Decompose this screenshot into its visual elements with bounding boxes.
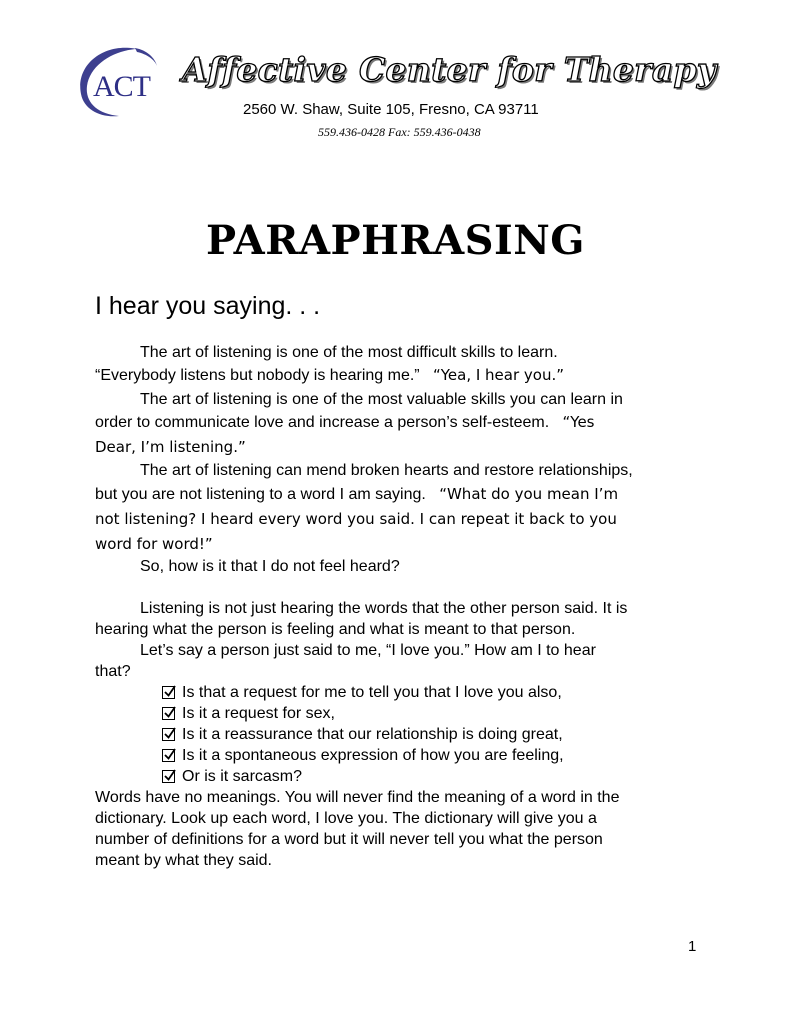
para7-line1: Words have no meanings. You will never find the meaning of a word in the bbox=[95, 789, 620, 806]
page-number: 1 bbox=[688, 938, 697, 955]
checklist-item-label: Or is it sarcasm? bbox=[182, 768, 303, 785]
act-logo bbox=[75, 44, 163, 120]
para2-line3: Dear, I’m listening.” bbox=[95, 438, 246, 456]
checklist-item-label: Is it a reassurance that our relationship is doing great, bbox=[182, 726, 563, 743]
checklist-item bbox=[162, 704, 335, 723]
para2-text: order to communicate love and increase a person’s self-esteem. bbox=[95, 414, 550, 431]
para2-line1: The art of listening is one of the most valuable skills you can learn in bbox=[140, 391, 623, 408]
checked-box-icon bbox=[162, 749, 175, 762]
para1-quote-text: “Everybody listens but nobody is hearing me.” bbox=[95, 367, 420, 384]
para3-line3: not listening? I heard every word you said. I can repeat it back to you bbox=[95, 510, 617, 528]
phone-fax: 559.436-0428 Fax: 559.436-0438 bbox=[318, 125, 481, 139]
checklist-item bbox=[162, 767, 302, 786]
para5-line2: hearing what the person is feeling and what is meant to that person. bbox=[95, 621, 576, 638]
checked-box-icon bbox=[162, 707, 175, 720]
para1-line1: The art of listening is one of the most difficult skills to learn. bbox=[140, 344, 558, 361]
organization-name: Affective Center for Therapy bbox=[182, 50, 717, 89]
para5-line1: Listening is not just hearing the words that the other person said. It is bbox=[140, 600, 628, 617]
checklist-item-label: Is it a request for sex, bbox=[182, 705, 335, 722]
logo-text: ACT bbox=[93, 70, 150, 103]
para3-line4: word for word!” bbox=[95, 535, 213, 553]
para6-line1: Let’s say a person just said to me, “I love you.” How am I to hear bbox=[140, 642, 596, 659]
checklist-item-label: Is it a spontaneous expression of how you are feeling, bbox=[182, 747, 564, 764]
para7-line4: meant by what they said. bbox=[95, 852, 272, 869]
checklist-item bbox=[162, 683, 562, 702]
para3-response: “What do you mean I’m bbox=[439, 485, 619, 503]
subtitle: I hear you saying. . . bbox=[95, 292, 321, 320]
checklist-item bbox=[162, 725, 563, 744]
checklist-item-label: Is that a request for me to tell you that I love you also, bbox=[182, 684, 562, 701]
checklist-item bbox=[162, 746, 564, 765]
para3-line2 bbox=[95, 485, 618, 504]
page-title: PARAPHRASING bbox=[206, 217, 585, 264]
para2-line2 bbox=[95, 413, 595, 432]
para6-line2: that? bbox=[95, 663, 131, 680]
para1-line2 bbox=[95, 366, 564, 385]
checked-box-icon bbox=[162, 728, 175, 741]
para4-line1: So, how is it that I do not feel heard? bbox=[140, 558, 400, 575]
para1-response: “Yea, I hear you.” bbox=[432, 366, 565, 384]
para7-line3: number of definitions for a word but it will never tell you what the person bbox=[95, 831, 603, 848]
address: 2560 W. Shaw, Suite 105, Fresno, CA 93711 bbox=[243, 101, 539, 118]
checked-box-icon bbox=[162, 686, 175, 699]
para3-line1: The art of listening can mend broken hearts and restore relationships, bbox=[140, 462, 633, 479]
para7-line2: dictionary. Look up each word, I love you. The dictionary will give you a bbox=[95, 810, 597, 827]
para2-response: “Yes bbox=[562, 413, 595, 431]
para3-text: but you are not listening to a word I am saying. bbox=[95, 486, 426, 503]
checked-box-icon bbox=[162, 770, 175, 783]
